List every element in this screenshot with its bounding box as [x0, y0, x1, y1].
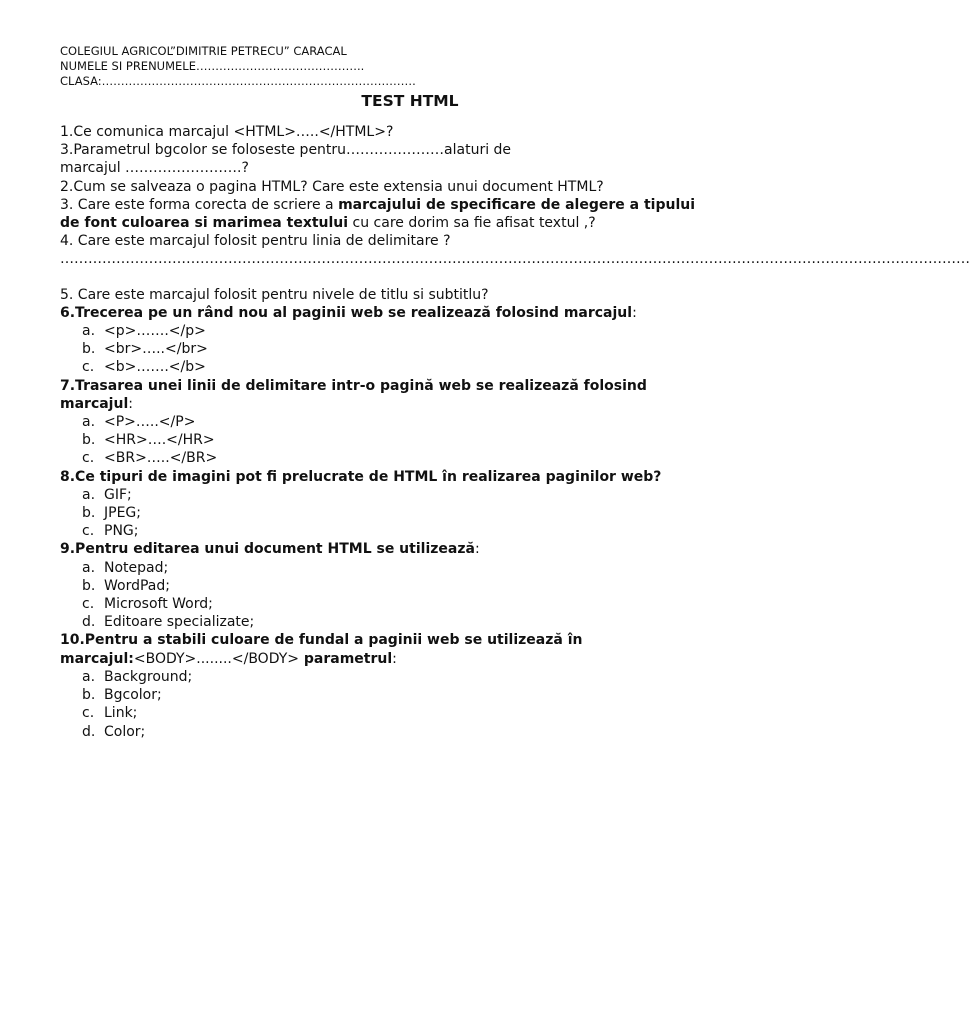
question-6-text: 6.Trecerea pe un rând nou al paginii web se realizează folosind marcajul [60, 304, 633, 321]
option-text: Notepad; [104, 559, 169, 576]
option-letter: a. [82, 323, 96, 340]
question-7-text: 7.Trasarea unei linii de delimitare intr-o pagină web se realizează folosind marcajul [60, 377, 647, 412]
question-4: 4. Care este marcajul folosit pentru linia de delimitare ? [60, 233, 451, 250]
question-2: 2.Cum se salveaza o pagina HTML? Care este extensia unui document HTML? [60, 178, 604, 195]
question-10-body-tag: <BODY>........</BODY> [133, 650, 299, 667]
test-document [60, 44, 970, 741]
option-letter: c. [82, 359, 95, 376]
option-item [82, 723, 700, 741]
answer-dotted-line: …………………………………………………………………………………………………………………………………………………………………………… [60, 251, 970, 268]
option-item [82, 358, 700, 376]
student-name-line: NUMELE SI PRENUMELE…………………………………….. [60, 59, 365, 73]
option-letter: d. [82, 614, 96, 631]
option-text: GIF; [104, 486, 132, 503]
option-letter: b. [82, 341, 96, 358]
question-8-options [60, 486, 700, 541]
question-7 [60, 377, 700, 413]
option-text: Editoare specializate; [104, 614, 255, 631]
question-8: 8.Ce tipuri de imagini pot fi prelucrate de HTML în realizarea paginilor web? [60, 468, 662, 485]
option-item [82, 431, 700, 449]
option-letter: a. [82, 668, 96, 685]
option-text: <p>…….</p> [104, 323, 206, 340]
question-10-colon: : [392, 650, 397, 667]
option-letter: c. [82, 450, 95, 467]
option-item [82, 559, 700, 577]
question-9-options [60, 559, 700, 632]
question-3-line-1: 3.Parametrul bgcolor se foloseste pentru…………………alaturi de [60, 142, 512, 159]
question-6 [60, 304, 700, 322]
question-9 [60, 540, 700, 558]
option-letter: a. [82, 486, 96, 503]
question-10-param: parametrul [299, 650, 393, 667]
option-text: JPEG; [104, 505, 141, 522]
option-item [82, 413, 700, 431]
option-item [82, 522, 700, 540]
test-title: TEST HTML [361, 92, 459, 110]
question-10-line-1: 10.Pentru a stabili culoare de fundal a paginii web se utilizează în [60, 632, 583, 649]
option-letter: b. [82, 432, 96, 449]
option-letter: b. [82, 577, 96, 594]
option-letter: a. [82, 414, 96, 431]
option-text: PNG; [104, 523, 139, 540]
question-3-font-bold: marcajului de specificare de alegere a tipului de font culoarea si marimea textului [60, 196, 696, 232]
option-item [82, 486, 700, 504]
question-10-marcaj: marcajul: [60, 650, 134, 667]
option-text: Background; [104, 668, 193, 685]
option-letter: b. [82, 687, 96, 704]
option-text: <b>…….</b> [104, 359, 206, 376]
option-text: <HR>….</HR> [104, 432, 215, 449]
option-letter: d. [82, 723, 96, 740]
option-item [82, 322, 700, 340]
question-6-colon: : [632, 304, 637, 321]
option-item [82, 504, 700, 522]
option-text: Link; [104, 705, 138, 722]
option-text: Color; [104, 723, 146, 740]
option-item [82, 577, 700, 595]
question-6-options [60, 322, 700, 377]
spacer [60, 269, 700, 286]
question-10-line-2 [60, 650, 700, 668]
option-text: WordPad; [104, 577, 170, 594]
option-text: <P>…..</P> [104, 414, 196, 431]
option-item [82, 340, 700, 358]
option-letter: c. [82, 705, 95, 722]
question-3-font-intro: 3. Care este forma corecta de scriere a [60, 196, 339, 213]
question-7-options [60, 413, 700, 468]
question-3-line-2: marcajul …………………….? [60, 160, 249, 177]
question-3-font-end: cu care dorim sa fie afisat textul ,? [348, 215, 596, 232]
question-7-colon: : [128, 395, 133, 412]
option-item [82, 704, 700, 722]
option-text: <BR>…..</BR> [104, 450, 218, 467]
option-letter: c. [82, 596, 95, 613]
question-10-options [60, 668, 700, 741]
school-name: COLEGIUL AGRICOL”DIMITRIE PETRECU” CARACAL [60, 44, 347, 58]
option-item [82, 449, 700, 467]
class-line: CLASA:………………………………………………………………………. [60, 74, 416, 88]
option-letter: a. [82, 559, 96, 576]
option-item [82, 668, 700, 686]
option-text: Microsoft Word; [104, 596, 213, 613]
question-5: 5. Care este marcajul folosit pentru nivele de titlu si subtitlu? [60, 286, 489, 303]
question-1: 1.Ce comunica marcajul <HTML>…..</HTML>? [60, 124, 394, 140]
option-letter: b. [82, 505, 96, 522]
option-item [82, 595, 700, 613]
option-text: Bgcolor; [104, 687, 162, 704]
option-item [82, 613, 700, 631]
option-item [82, 686, 700, 704]
option-text: <br>…..</br> [104, 341, 208, 358]
question-9-text: 9.Pentru editarea unui document HTML se utilizează [60, 541, 475, 558]
question-3-font [60, 196, 700, 232]
question-9-colon: : [474, 541, 480, 558]
option-letter: c. [82, 523, 95, 540]
